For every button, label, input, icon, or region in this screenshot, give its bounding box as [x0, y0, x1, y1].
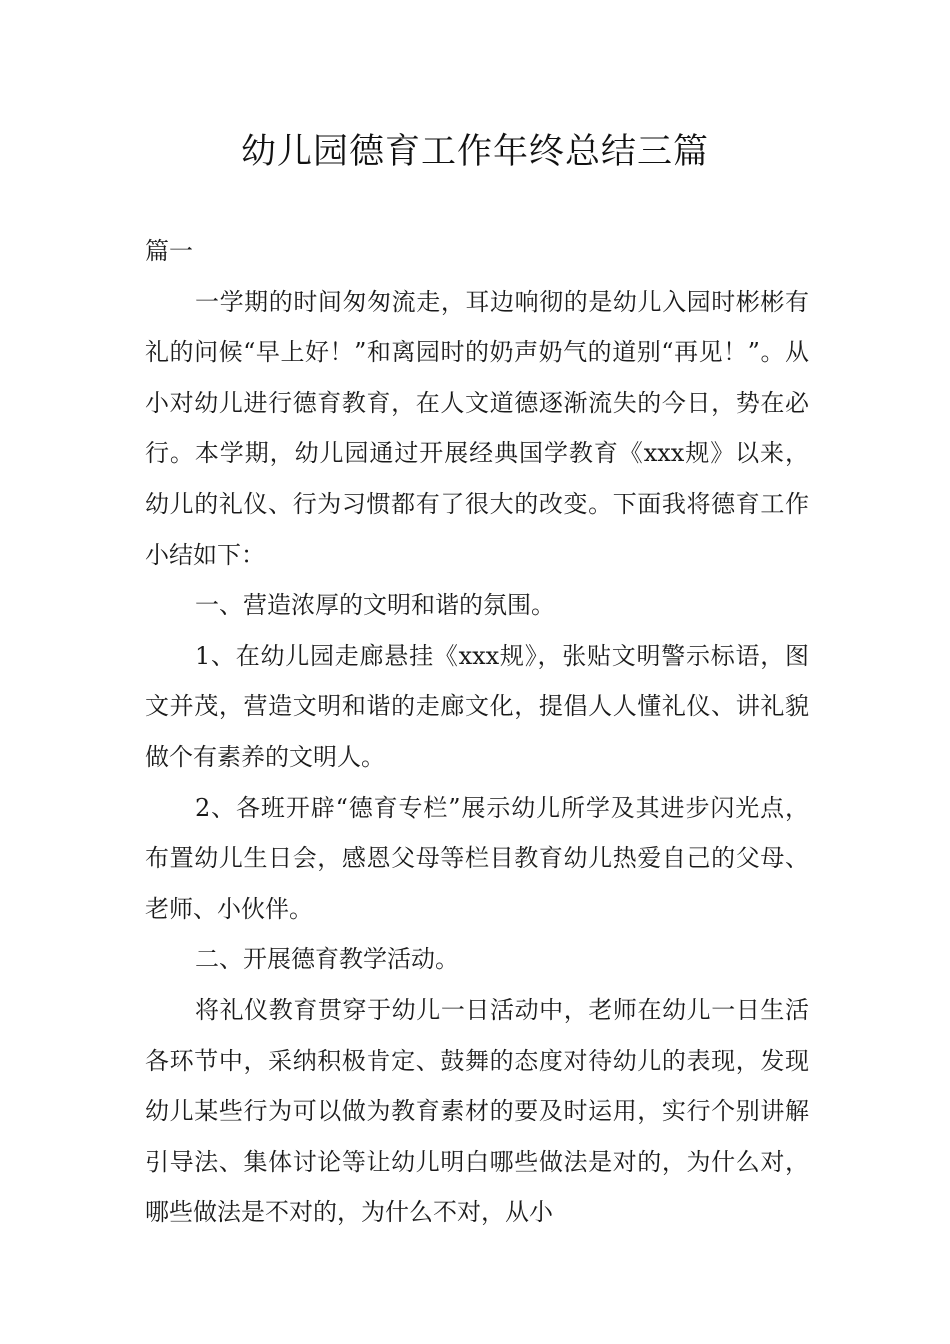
paragraph-item-2: 2、各班开辟“德育专栏”展示幼儿所学及其进步闪光点，布置幼儿生日会，感恩父母等栏目教育幼儿热爱自己的父母、老师、小伙伴。: [145, 793, 809, 923]
paragraph-item-1: 1、在幼儿园走廊悬挂《xxx规》，张贴文明警示标语，图文并茂，营造文明和谐的走廊文化，提倡人人懂礼仪、讲礼貌做个有素养的文明人。: [145, 641, 809, 771]
document-body: [145, 226, 809, 1238]
heading-one: 一、营造浓厚的文明和谐的氛围。: [195, 591, 555, 620]
paragraph-activities: 将礼仪教育贯穿于幼儿一日活动中，老师在幼儿一日生活各环节中，采纳积极肯定、鼓舞的态度对待幼儿的表现，发现幼儿某些行为可以做为教育素材的要及时运用，实行个别讲解引导法、集体讨论等让幼儿明白哪些做法是对的，为什么对，哪些做法是不对的，为什么不对，从小: [145, 995, 809, 1227]
heading-two: 二、开展德育教学活动。: [195, 945, 459, 974]
paragraph-intro: 一学期的时间匆匆流走，耳边响彻的是幼儿入园时彬彬有礼的问候“早上好！”和离园时的奶声奶气的道别“再见！”。从小对幼儿进行德育教育，在人文道德逐渐流失的今日，势在必行。本学期，幼儿园通过开展经典国学教育《xxx规》以来，幼儿的礼仪、行为习惯都有了很大的改变。下面我将德育工作小结如下：: [145, 287, 809, 569]
section-label: 篇一: [145, 237, 193, 265]
document-title: 幼儿园德育工作年终总结三篇: [240, 132, 709, 172]
